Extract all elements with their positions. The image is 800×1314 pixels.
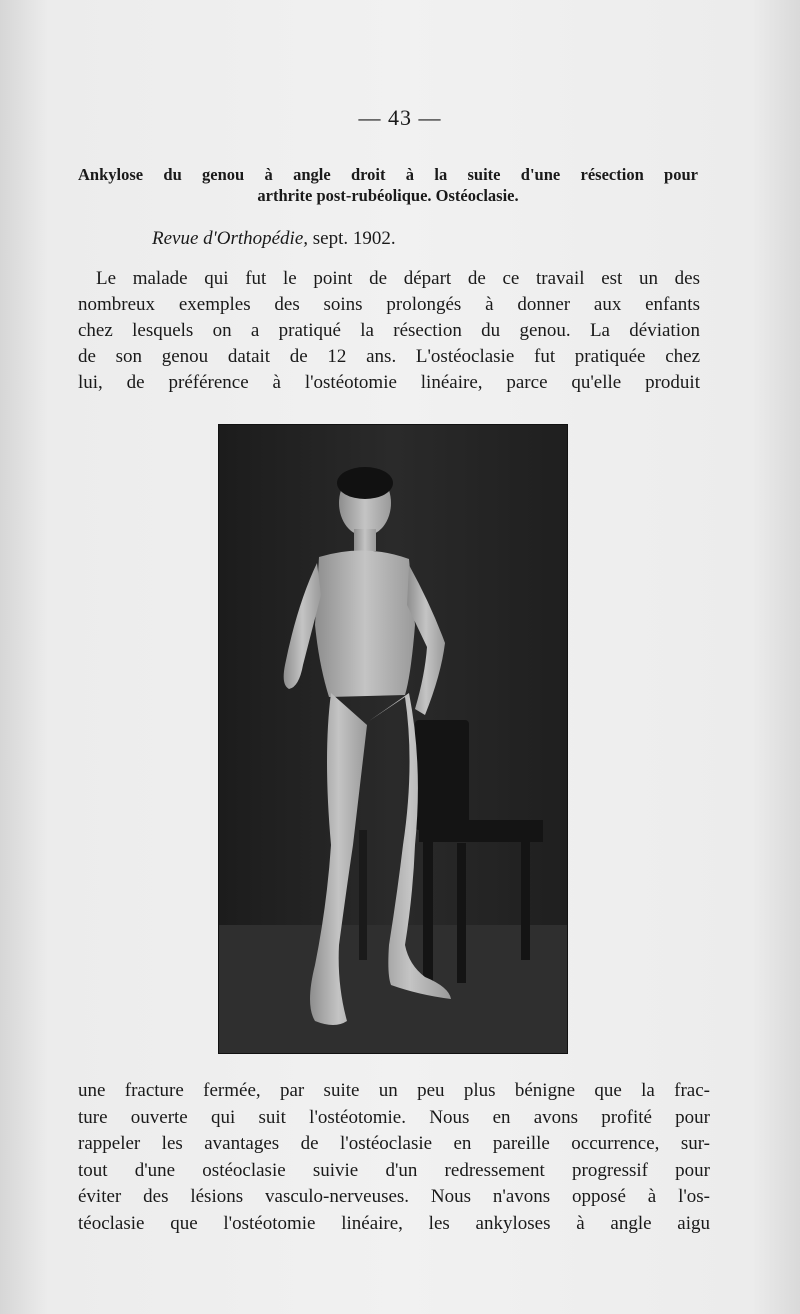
citation bbox=[152, 228, 396, 250]
text-line: lui, de préférence à l'ostéotomie linéaire, parce qu'elle produit bbox=[78, 372, 700, 393]
paragraph-1 bbox=[78, 266, 700, 396]
photograph-image bbox=[219, 425, 567, 1053]
citation-date: sept. 1902. bbox=[308, 228, 396, 249]
patient-photograph bbox=[219, 425, 567, 1053]
heading-line: Ankylose du genou à angle droit à la suite d'une résection pour bbox=[78, 165, 698, 184]
text-line: chez lesquels on a pratiqué la résection du genou. La déviation bbox=[78, 320, 700, 341]
page-number: — 43 — bbox=[358, 105, 442, 130]
text-line: tout d'une ostéoclasie suivie d'un redressement progressif pour bbox=[78, 1159, 710, 1181]
text-line: téoclasie que l'ostéotomie linéaire, les ankyloses à angle aigu bbox=[78, 1212, 710, 1234]
section-heading bbox=[78, 164, 698, 206]
text-line: de son genou datait de 12 ans. L'ostéoclasie fut pratiquée chez bbox=[78, 346, 700, 367]
text-line: ture ouverte qui suit l'ostéotomie. Nous en avons profité pour bbox=[78, 1106, 710, 1128]
heading-line: arthrite post-rubéolique. Ostéoclasie. bbox=[257, 186, 519, 205]
text-line: rappeler les avantages de l'ostéoclasie en pareille occurrence, sur- bbox=[78, 1133, 710, 1154]
citation-journal: Revue d'Orthopédie, bbox=[152, 228, 309, 249]
text-line: une fracture fermée, par suite un peu plus bénigne que la frac- bbox=[78, 1080, 710, 1101]
paragraph-2 bbox=[78, 1078, 710, 1237]
text-line: nombreux exemples des soins prolongés à donner aux enfants bbox=[78, 294, 700, 315]
text-line: Le malade qui fut le point de départ de ce travail est un des bbox=[96, 268, 700, 289]
text-line: éviter des lésions vasculo-nerveuses. Nous n'avons opposé à l'os- bbox=[78, 1186, 710, 1207]
hair-shape bbox=[337, 467, 393, 499]
